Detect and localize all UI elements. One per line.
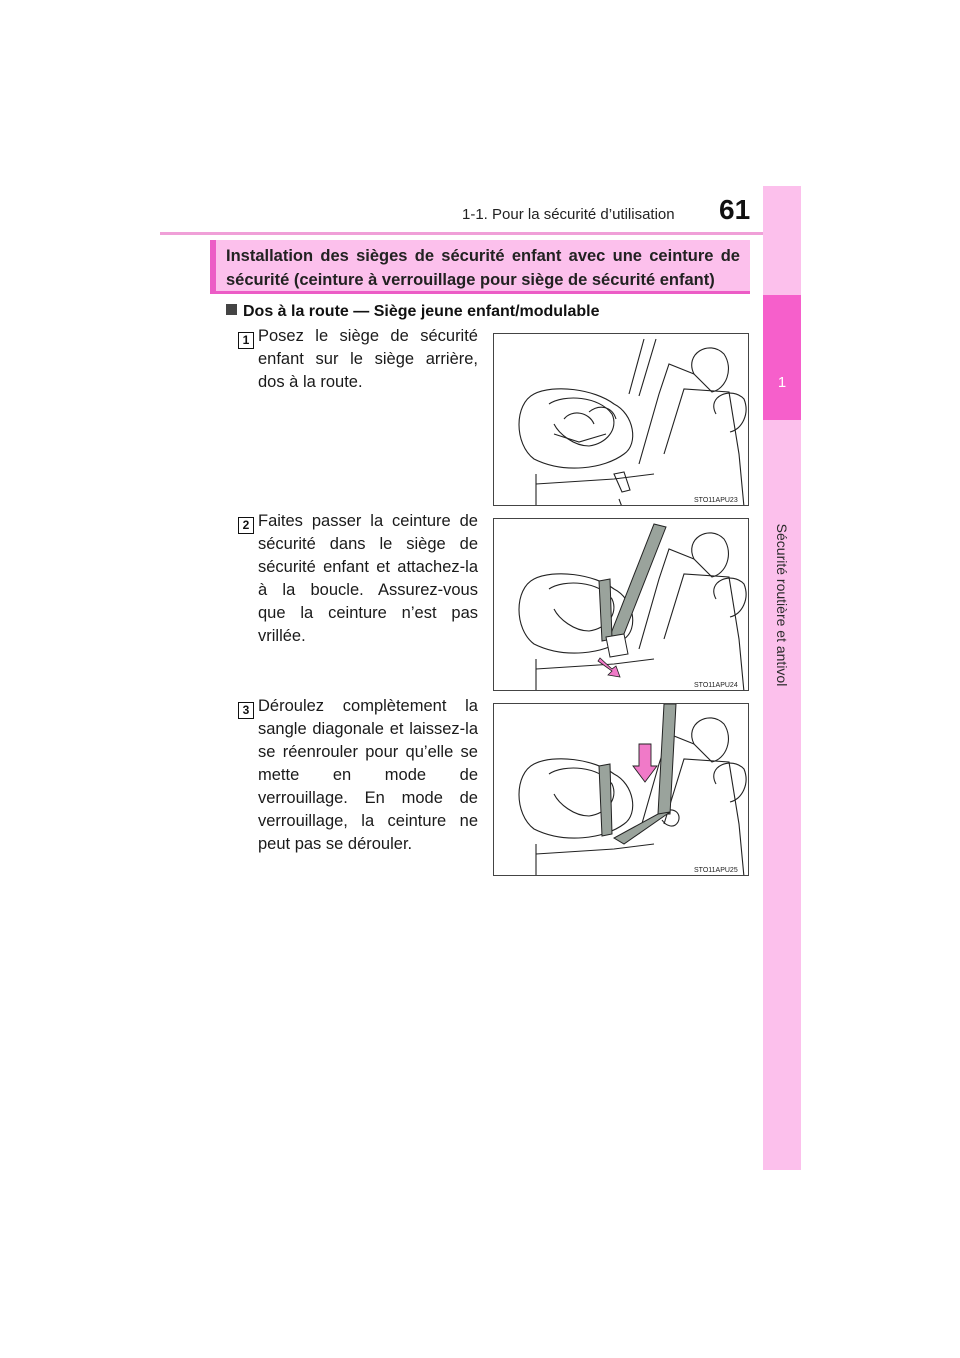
section-title-box bbox=[210, 240, 750, 294]
square-bullet-icon bbox=[226, 304, 237, 315]
chapter-tab-active bbox=[763, 295, 801, 420]
step-badge-1: 1 bbox=[238, 332, 254, 349]
step-text-1: Posez le siège de sécurité enfant sur le siège arrière, dos à la route. bbox=[258, 327, 478, 391]
step-badge-3: 3 bbox=[238, 702, 254, 719]
page-number: 61 bbox=[719, 194, 751, 225]
section-title: Installation des sièges de sécurité enfant avec une ceinture de sécurité (ceinture à verrouillage pour siège de sécurité enfant) bbox=[226, 247, 740, 289]
subheading bbox=[226, 303, 600, 321]
figure-step-1 bbox=[493, 333, 749, 506]
child-seat-illustration-2 bbox=[494, 519, 749, 691]
figure-code-2: STO11APU24 bbox=[694, 682, 738, 689]
figure-step-2 bbox=[493, 518, 749, 691]
child-seat-illustration-3 bbox=[494, 704, 749, 876]
step-text-2: Faites passer la ceinture de sécurité dans le siège de sécurité enfant et attachez-la à la boucle. Assurez-vous que la ceinture n’est pas vrillée. bbox=[258, 512, 478, 645]
figure-code-1: STO11APU23 bbox=[694, 497, 738, 504]
running-header: 1-1. Pour la sécurité d’utilisation bbox=[462, 206, 675, 223]
child-seat-illustration-1 bbox=[494, 334, 749, 506]
subheading-text: Dos à la route — Siège jeune enfant/modulable bbox=[243, 303, 600, 320]
chapter-number: 1 bbox=[777, 374, 787, 391]
header-rule bbox=[160, 232, 800, 235]
figure-code-3: STO11APU25 bbox=[694, 867, 738, 874]
figure-step-3 bbox=[493, 703, 749, 876]
step-text-3: Déroulez complètement la sangle diagonale et laissez-la se réenrouler pour qu’elle se mette en mode de verrouillage. En mode de verrouillage, la ceinture ne peut pas se dérouler. bbox=[258, 697, 478, 853]
step-badge-2: 2 bbox=[238, 517, 254, 534]
chapter-label: Sécurité routière et antivol bbox=[774, 523, 790, 687]
